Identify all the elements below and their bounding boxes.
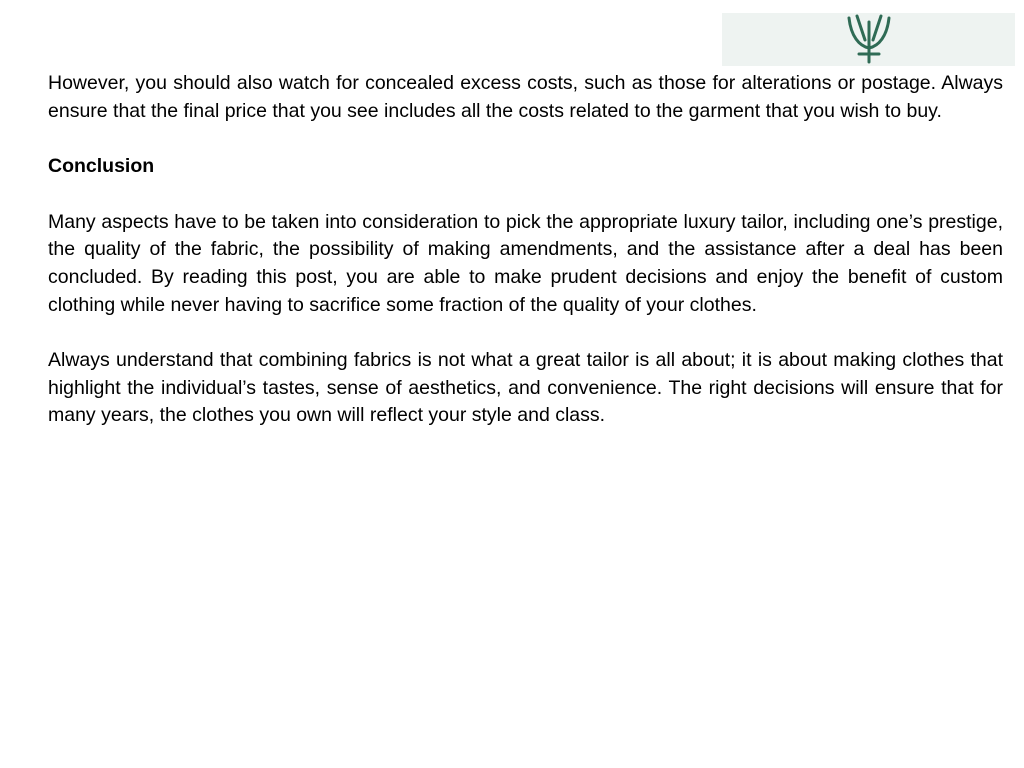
- paragraph-great-tailor: Always understand that combining fabrics is not what a great tailor is all about; it is about making clothes that highlight the individual’s tastes, sense of aesthetics, and convenience. The right decisions will ensure that for many years, the clothes you own will reflect your style and class.: [48, 349, 1003, 427]
- logo-banner: [722, 13, 1015, 66]
- paragraph-choosing-tailor: Many aspects have to be taken into consideration to pick the appropriate luxury tailor, including one’s prestige, the quality of the fabric, the possibility of making amendments, and the assistance after a deal has been concluded. By reading this post, you are able to make prudent decisions and enjoy the benefit of custom clothing while never having to sacrifice some fraction of the quality of your clothes.: [48, 210, 1003, 316]
- section-heading-conclusion: Conclusion: [48, 155, 155, 178]
- trident-logo-icon: [841, 14, 897, 66]
- document-body: [48, 70, 1003, 458]
- paragraph-hidden-costs: However, you should also watch for concealed excess costs, such as those for alterations or postage. Always ensure that the final price that you see includes all the costs related to the garment that you wish to buy.: [48, 72, 1003, 122]
